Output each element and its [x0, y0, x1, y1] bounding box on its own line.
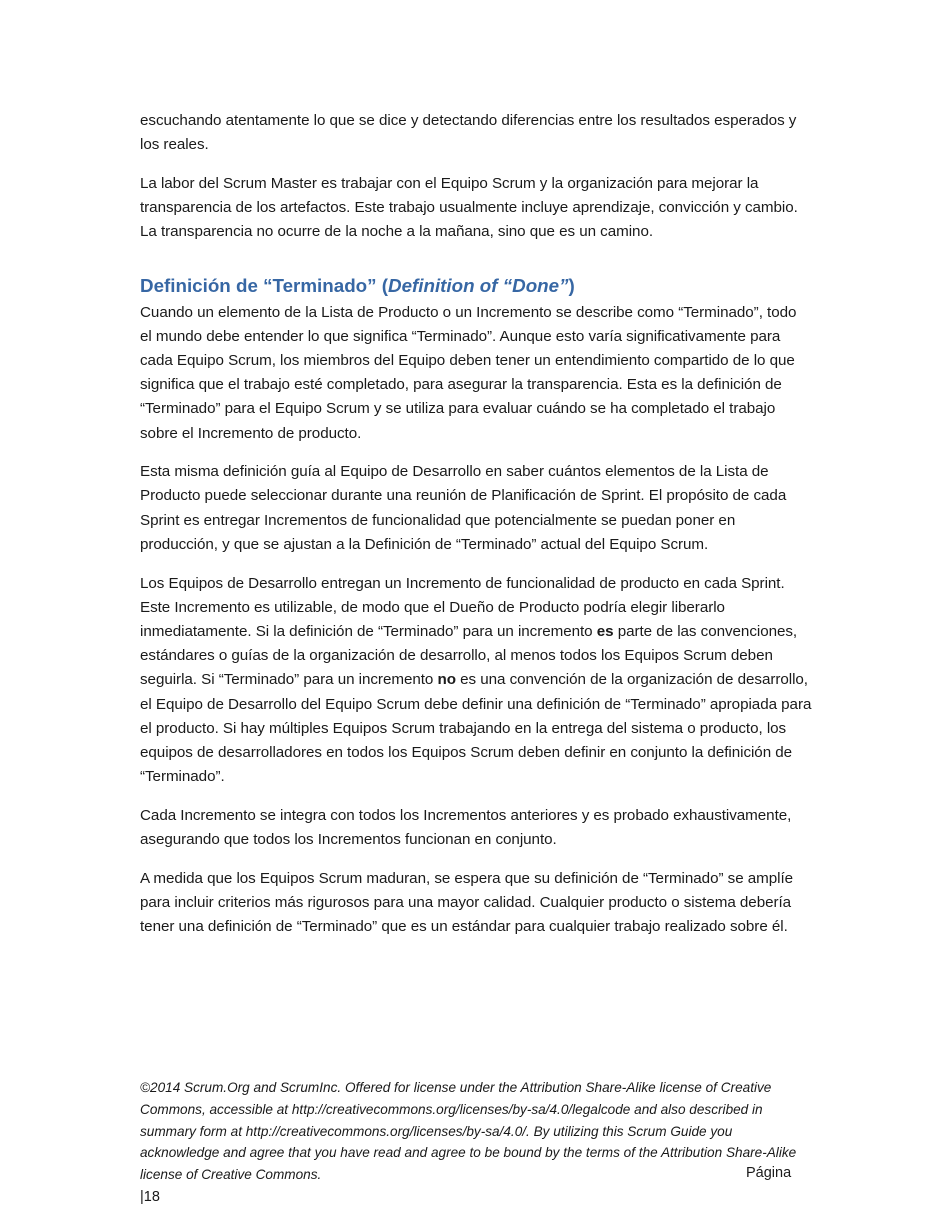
- section-paragraph-5: A medida que los Equipos Scrum maduran, se espera que su definición de “Terminado” se amplíe para incluir criterios más rigurosos para una mayor calidad. Cualquier producto o sistema debería tener una definición de “Terminado” que es un estándar para cualquier trabajo realizado sobre él.: [140, 869, 794, 936]
- p3-text-e: es una convención de la organización de desarrollo, el Equipo de Desarrollo del Equipo Scrum debe definir una definición de “Terminado” apropiada para el producto. Si hay múltiples Equipos Scrum trabajando en la entrega del sistema o producto, los equipos de desarrolladores en todos los Equipos Scrum deben definir en conjunto la definición de “Terminado”.: [140, 671, 812, 786]
- p3-text-a: Los Equipos de Desarrollo entregan un Incremento de funcionalidad de producto en cada Sprint. Este Incremento es utilizable, de modo que el Dueño de Producto podría elegir liberarlo inmediatamente. Si la definición de “Terminado” para un incremento: [140, 574, 785, 640]
- section-paragraph-2: Esta misma definición guía al Equipo de Desarrollo en saber cuántos elementos de la Lista de Producto puede seleccionar durante una reunión de Planificación de Sprint. El propósito de cada Sprint es entregar Incrementos de funcionalidad que potencialmente se puedan poner en producción, y que se ajustan a la Definición de “Terminado” actual del Equipo Scrum.: [140, 463, 787, 553]
- section-paragraph-3: [140, 572, 812, 790]
- section-paragraph-1: Cuando un elemento de la Lista de Producto o un Incremento se describe como “Terminado”, todo el mundo debe entender lo que significa “Terminado”. Aunque esto varía significativamente para cada Equipo Scrum, los miembros del Equipo deben tener un entendimiento compartido de lo que significa que el trabajo esté completado, para asegurar la transparencia. Esta es la definición de “Terminado” para el Equipo Scrum y se utiliza para evaluar cuándo se ha completado el trabajo sobre el Incremento de producto.: [140, 303, 797, 442]
- section-heading: [140, 273, 812, 299]
- heading-main: Definición de “Terminado” (: [140, 274, 388, 296]
- p3-bold-no: no: [437, 671, 456, 689]
- intro-paragraph-1: escuchando atentamente lo que se dice y detectando diferencias entre los resultados esperados y los reales.: [140, 112, 797, 154]
- p3-bold-es: es: [596, 622, 614, 640]
- section-paragraph-4: Cada Incremento se integra con todos los Incrementos anteriores y es probado exhaustivamente, asegurando que todos los Incrementos funcionan en conjunto.: [140, 806, 792, 849]
- footer-page-label: Página: [746, 1165, 792, 1181]
- footer-license: ©2014 Scrum.Org and ScrumInc. Offered for license under the Attribution Share-Alike license of Creative Commons, accessible at http://creativecommons.org/licenses/by-sa/4.0/legalcode and also described in summary form at http://creativecommons.org/licenses/by-sa/4.0/. By utilizing this Scrum Guide you acknowledge and agree that you have read and agree to be bound by the terms of the Attribution Share-Alike license of Creative Commons.: [140, 1080, 797, 1183]
- heading-italic: Definition of “Done”: [388, 274, 569, 296]
- p3-text-c: parte de las convenciones, estándares o guías de la organización de desarrollo, al menos todos los Equipos Scrum deben seguirla. Si “Terminado” para un incremento: [140, 622, 798, 689]
- footer-page-number: |18: [140, 1189, 160, 1205]
- intro-paragraph-2: La labor del Scrum Master es trabajar con el Equipo Scrum y la organización para mejorar la transparencia de los artefactos. Este trabajo usualmente incluye aprendizaje, convicción y cambio. La transparencia no ocurre de la noche a la mañana, sino que es un camino.: [140, 174, 798, 241]
- heading-close: ): [568, 274, 575, 296]
- document-body: [140, 109, 812, 954]
